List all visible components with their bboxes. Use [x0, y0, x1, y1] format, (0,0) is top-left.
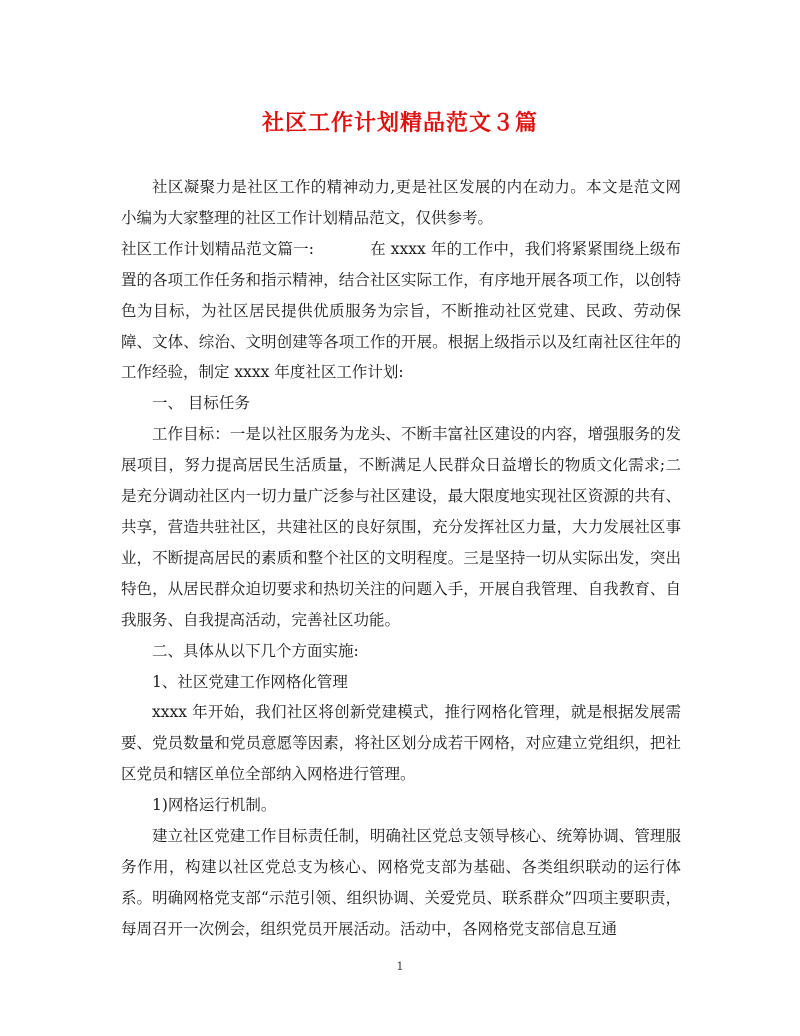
section1-body: 工作目标：一是以社区服务为龙头、不断丰富社区建设的内容，增强服务的发展项目，努力提高居民生活质量，不断满足人民群众日益增长的物质文化需求;二是充分调动社区内一切力量广泛参与社区建设，最大限度地实现社区资源的共有、共享，营造共驻社区，共建社区的良好氛围，充分发挥社区力量，大力发展社区事业，不断提高居民的素质和整个社区的文明程度。三是坚持一切从实际出发，突出特色，从居民群众迫切要求和热切关注的问题入手，开展自我管理、自我教育、自我服务、自我提高活动，完善社区功能。 [121, 425, 681, 629]
section1-heading: 一、 目标任务 [152, 394, 250, 413]
subsection1-body: xxxx 年开始，我们社区将创新党建模式，推行网格化管理，就是根据发展需要、党员数量和党员意愿等因素，将社区划分成若干网格，对应建立党组织，把社区党员和辖区单位全部纳入网格进行管理。 [121, 703, 681, 784]
page-number: 1 [396, 960, 404, 973]
article-heading: 社区工作计划精品范文篇一: [121, 239, 314, 258]
item1-body: 建立社区党建工作目标责任制，明确社区党总支领导核心、统筹协调、管理服务作用，构建以社区党总支为核心、网格党支部为基础、各类组织联动的运行体系。明确网格党支部“示范引领、组织协调、关爱党员、联系群众”四项主要职责，每周召开一次例会，组织党员开展活动。活动中，各网格党支部信息互通 [121, 827, 681, 938]
intro-paragraph: 社区凝聚力是社区工作的精神动力,更是社区发展的内在动力。本文是范文网小编为大家整理的社区工作计划精品范文，仅供参考。 [121, 178, 681, 227]
document-body [121, 172, 681, 945]
article-opening-paragraph [121, 234, 681, 389]
section2-heading: 二、具体从以下几个方面实施: [152, 641, 359, 660]
document-title: 社区工作计划精品范文３篇 [261, 110, 538, 136]
subsection1-heading: 1、社区党建工作网格化管理 [152, 672, 348, 691]
article-opening-text: 在 xxxx 年的工作中，我们将紧紧围绕上级布置的各项工作任务和指示精神，结合社区实际工作，有序地开展各项工作，以创特色为目标，为社区居民提供优质服务为宗旨，不断推动社区党建、民政、劳动保障、文体、综治、文明创建等各项工作的开展。根据上级指示以及红南社区往年的工作经验，制定 xxxx 年度社区工作计划: [121, 239, 681, 382]
item1-heading: 1)网格运行机制。 [152, 796, 277, 815]
